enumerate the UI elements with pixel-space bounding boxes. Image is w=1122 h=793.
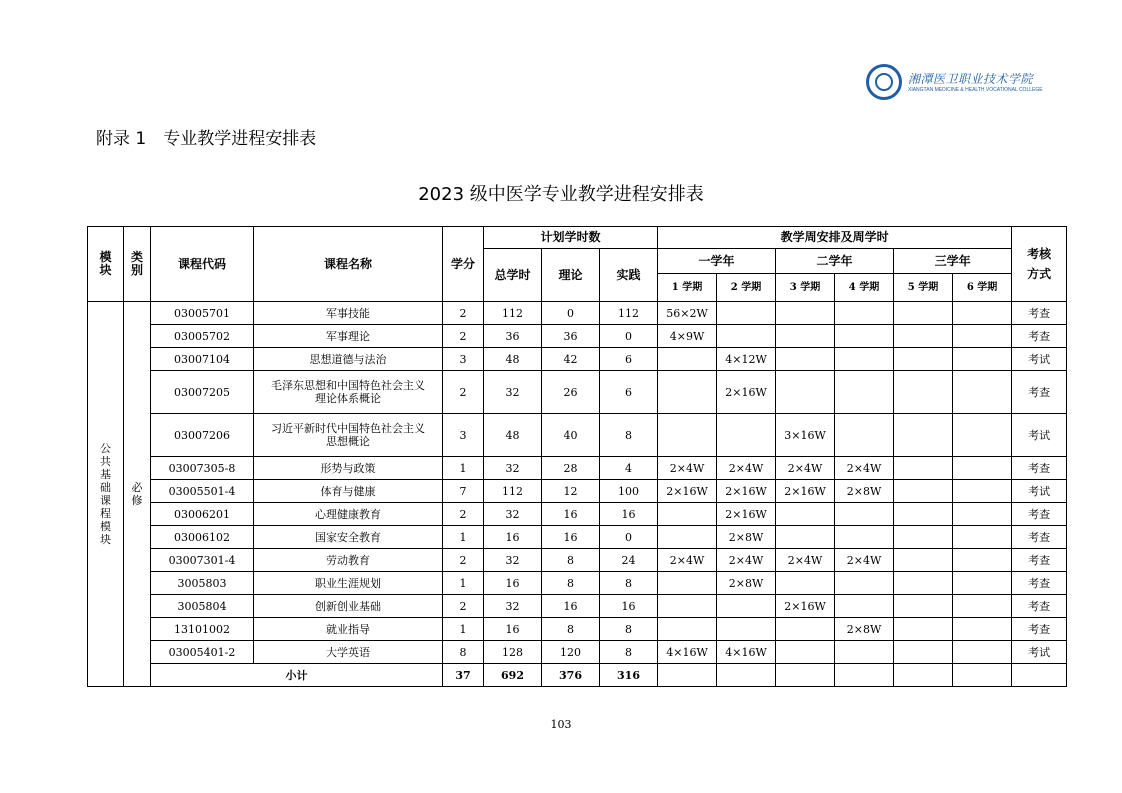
subtotal-credit: 37	[443, 664, 484, 687]
course-sem2	[717, 595, 776, 618]
header-sem3: 3 学期	[776, 274, 835, 302]
course-sem4	[835, 526, 894, 549]
course-sem6	[953, 526, 1012, 549]
course-sem1	[658, 572, 717, 595]
header-credit: 学分	[443, 227, 484, 302]
course-practice-hours: 16	[600, 503, 658, 526]
subtotal-empty-cell	[717, 664, 776, 687]
course-sem1: 4×9W	[658, 325, 717, 348]
course-sem1: 4×16W	[658, 641, 717, 664]
course-assessment: 考查	[1012, 526, 1067, 549]
table-row	[88, 595, 1067, 618]
course-sem1: 2×4W	[658, 549, 717, 572]
course-sem3: 2×16W	[776, 480, 835, 503]
course-assessment: 考试	[1012, 348, 1067, 371]
course-code: 3005803	[151, 572, 254, 595]
course-sem6	[953, 549, 1012, 572]
course-code: 03007305-8	[151, 457, 254, 480]
course-total-hours: 48	[484, 348, 542, 371]
header-sem1: 1 学期	[658, 274, 717, 302]
course-sem1: 2×4W	[658, 457, 717, 480]
course-code: 03005401-2	[151, 641, 254, 664]
course-sem1	[658, 526, 717, 549]
course-total-hours: 32	[484, 371, 542, 414]
course-sem6	[953, 371, 1012, 414]
course-theory-hours: 8	[542, 572, 600, 595]
course-sem1	[658, 371, 717, 414]
course-code: 03005701	[151, 302, 254, 325]
course-assessment: 考查	[1012, 572, 1067, 595]
course-sem2	[717, 325, 776, 348]
course-assessment: 考查	[1012, 595, 1067, 618]
course-code: 03007301-4	[151, 549, 254, 572]
course-sem1: 56×2W	[658, 302, 717, 325]
course-sem4	[835, 414, 894, 457]
course-name: 思想道德与法治	[254, 348, 443, 371]
table-row	[88, 371, 1067, 414]
course-theory-hours: 36	[542, 325, 600, 348]
header-total-hours: 总学时	[484, 249, 542, 302]
course-code: 03005501-4	[151, 480, 254, 503]
header-sem5: 5 学期	[894, 274, 953, 302]
course-sem2: 2×16W	[717, 503, 776, 526]
course-name: 习近平新时代中国特色社会主义 思想概论	[254, 414, 443, 457]
college-english-name: XIANGTAN MEDICINE & HEALTH VOCATIONAL COLLEGE	[908, 87, 1043, 93]
course-sem3	[776, 618, 835, 641]
table-row	[88, 457, 1067, 480]
course-sem1: 2×16W	[658, 480, 717, 503]
college-seal-icon	[866, 64, 902, 100]
course-sem6	[953, 618, 1012, 641]
course-sem4	[835, 503, 894, 526]
course-sem6	[953, 480, 1012, 503]
header-sem4: 4 学期	[835, 274, 894, 302]
course-code: 03007205	[151, 371, 254, 414]
course-code: 03007104	[151, 348, 254, 371]
course-sem2	[717, 302, 776, 325]
header-sem2: 2 学期	[717, 274, 776, 302]
course-assessment: 考查	[1012, 549, 1067, 572]
course-credit: 2	[443, 302, 484, 325]
course-sem2	[717, 618, 776, 641]
course-total-hours: 112	[484, 302, 542, 325]
table-row	[88, 480, 1067, 503]
course-credit: 2	[443, 549, 484, 572]
table-row	[88, 302, 1067, 325]
course-practice-hours: 100	[600, 480, 658, 503]
header-module: 模 块	[88, 227, 124, 302]
course-assessment: 考查	[1012, 371, 1067, 414]
course-total-hours: 16	[484, 618, 542, 641]
subtotal-label: 小计	[151, 664, 443, 687]
table-row	[88, 503, 1067, 526]
course-total-hours: 36	[484, 325, 542, 348]
course-sem3: 3×16W	[776, 414, 835, 457]
subtotal-empty-cell	[658, 664, 717, 687]
course-sem5	[894, 549, 953, 572]
course-total-hours: 32	[484, 549, 542, 572]
college-logo	[866, 64, 1043, 104]
course-sem5	[894, 325, 953, 348]
course-assessment: 考查	[1012, 503, 1067, 526]
course-sem1	[658, 348, 717, 371]
course-theory-hours: 0	[542, 302, 600, 325]
table-row	[88, 549, 1067, 572]
subtotal-empty-cell	[953, 664, 1012, 687]
course-sem1	[658, 503, 717, 526]
category-label: 必 修	[124, 302, 151, 687]
course-theory-hours: 42	[542, 348, 600, 371]
course-credit: 2	[443, 503, 484, 526]
course-name: 毛泽东思想和中国特色社会主义 理论体系概论	[254, 371, 443, 414]
course-sem4	[835, 572, 894, 595]
course-sem3	[776, 348, 835, 371]
header-practice: 实践	[600, 249, 658, 302]
subtotal-empty-cell	[776, 664, 835, 687]
header-course-code: 课程代码	[151, 227, 254, 302]
course-sem2: 4×16W	[717, 641, 776, 664]
table-row	[88, 414, 1067, 457]
course-total-hours: 32	[484, 457, 542, 480]
course-sem2: 2×8W	[717, 572, 776, 595]
course-sem3	[776, 572, 835, 595]
table-row	[88, 618, 1067, 641]
course-sem2: 2×4W	[717, 457, 776, 480]
course-sem4	[835, 302, 894, 325]
course-name: 心理健康教育	[254, 503, 443, 526]
course-sem6	[953, 641, 1012, 664]
course-credit: 1	[443, 526, 484, 549]
course-assessment: 考查	[1012, 302, 1067, 325]
course-total-hours: 48	[484, 414, 542, 457]
subtotal-theory-hours: 376	[542, 664, 600, 687]
course-theory-hours: 8	[542, 618, 600, 641]
course-practice-hours: 16	[600, 595, 658, 618]
course-credit: 2	[443, 371, 484, 414]
course-credit: 3	[443, 348, 484, 371]
appendix-heading: 附录 1 专业教学进程安排表	[96, 129, 317, 149]
course-theory-hours: 28	[542, 457, 600, 480]
course-sem5	[894, 348, 953, 371]
course-sem4: 2×8W	[835, 480, 894, 503]
course-practice-hours: 24	[600, 549, 658, 572]
course-sem4	[835, 325, 894, 348]
course-name: 大学英语	[254, 641, 443, 664]
course-theory-hours: 120	[542, 641, 600, 664]
course-assessment: 考试	[1012, 480, 1067, 503]
header-sem6: 6 学期	[953, 274, 1012, 302]
course-sem1	[658, 595, 717, 618]
course-code: 3005804	[151, 595, 254, 618]
course-practice-hours: 0	[600, 526, 658, 549]
course-sem5	[894, 526, 953, 549]
course-name: 形势与政策	[254, 457, 443, 480]
course-theory-hours: 12	[542, 480, 600, 503]
course-credit: 1	[443, 618, 484, 641]
header-year1: 一学年	[658, 249, 776, 274]
course-credit: 2	[443, 595, 484, 618]
header-assessment: 考核 方式	[1012, 227, 1067, 302]
course-sem6	[953, 595, 1012, 618]
course-sem3	[776, 641, 835, 664]
course-sem4	[835, 641, 894, 664]
subtotal-total-hours: 692	[484, 664, 542, 687]
course-code: 13101002	[151, 618, 254, 641]
course-sem3	[776, 503, 835, 526]
schedule-table	[87, 226, 1067, 687]
course-total-hours: 16	[484, 526, 542, 549]
course-name: 军事理论	[254, 325, 443, 348]
course-credit: 3	[443, 414, 484, 457]
course-credit: 1	[443, 572, 484, 595]
course-sem5	[894, 457, 953, 480]
course-practice-hours: 8	[600, 572, 658, 595]
course-practice-hours: 6	[600, 371, 658, 414]
course-total-hours: 128	[484, 641, 542, 664]
subtotal-row	[88, 664, 1067, 687]
course-name: 创新创业基础	[254, 595, 443, 618]
course-name: 国家安全教育	[254, 526, 443, 549]
course-sem6	[953, 348, 1012, 371]
course-sem5	[894, 503, 953, 526]
course-sem3	[776, 302, 835, 325]
course-theory-hours: 8	[542, 549, 600, 572]
course-sem2	[717, 414, 776, 457]
header-course-name: 课程名称	[254, 227, 443, 302]
table-row	[88, 325, 1067, 348]
course-theory-hours: 40	[542, 414, 600, 457]
course-practice-hours: 8	[600, 414, 658, 457]
course-total-hours: 32	[484, 503, 542, 526]
table-row	[88, 348, 1067, 371]
header-category: 类 别	[124, 227, 151, 302]
table-row	[88, 641, 1067, 664]
course-assessment: 考查	[1012, 618, 1067, 641]
course-sem4	[835, 348, 894, 371]
course-sem4: 2×8W	[835, 618, 894, 641]
subtotal-empty-cell	[894, 664, 953, 687]
course-sem4	[835, 595, 894, 618]
course-sem3: 2×4W	[776, 457, 835, 480]
course-assessment: 考试	[1012, 414, 1067, 457]
course-theory-hours: 16	[542, 503, 600, 526]
course-practice-hours: 8	[600, 641, 658, 664]
subtotal-practice-hours: 316	[600, 664, 658, 687]
course-sem4: 2×4W	[835, 457, 894, 480]
course-sem6	[953, 325, 1012, 348]
header-theory: 理论	[542, 249, 600, 302]
course-practice-hours: 112	[600, 302, 658, 325]
course-theory-hours: 16	[542, 595, 600, 618]
course-sem1	[658, 618, 717, 641]
course-sem5	[894, 302, 953, 325]
course-sem5	[894, 572, 953, 595]
course-name: 劳动教育	[254, 549, 443, 572]
subtotal-empty-cell	[1012, 664, 1067, 687]
course-practice-hours: 0	[600, 325, 658, 348]
course-sem4: 2×4W	[835, 549, 894, 572]
course-sem1	[658, 414, 717, 457]
course-credit: 1	[443, 457, 484, 480]
module-label: 公 共 基 础 课 程 模 块	[88, 302, 124, 687]
course-sem5	[894, 371, 953, 414]
table-row	[88, 572, 1067, 595]
course-sem2: 2×16W	[717, 371, 776, 414]
course-sem2: 2×16W	[717, 480, 776, 503]
course-sem3	[776, 526, 835, 549]
course-sem5	[894, 480, 953, 503]
course-credit: 7	[443, 480, 484, 503]
course-sem6	[953, 302, 1012, 325]
course-name: 职业生涯规划	[254, 572, 443, 595]
subtotal-empty-cell	[835, 664, 894, 687]
college-name: 湘潭医卫职业技术学院	[908, 72, 1034, 86]
course-sem5	[894, 641, 953, 664]
header-year2: 二学年	[776, 249, 894, 274]
course-practice-hours: 6	[600, 348, 658, 371]
table-title: 2023 级中医学专业教学进程安排表	[418, 184, 704, 205]
course-sem3: 2×4W	[776, 549, 835, 572]
course-sem5	[894, 414, 953, 457]
course-sem6	[953, 572, 1012, 595]
course-sem6	[953, 503, 1012, 526]
course-sem5	[894, 595, 953, 618]
course-sem4	[835, 371, 894, 414]
course-total-hours: 16	[484, 572, 542, 595]
course-sem3: 2×16W	[776, 595, 835, 618]
course-practice-hours: 8	[600, 618, 658, 641]
course-assessment: 考查	[1012, 457, 1067, 480]
course-name: 体育与健康	[254, 480, 443, 503]
course-sem6	[953, 457, 1012, 480]
course-code: 03006102	[151, 526, 254, 549]
header-year3: 三学年	[894, 249, 1012, 274]
course-sem3	[776, 325, 835, 348]
course-name: 军事技能	[254, 302, 443, 325]
course-credit: 8	[443, 641, 484, 664]
course-sem2: 4×12W	[717, 348, 776, 371]
course-code: 03007206	[151, 414, 254, 457]
course-code: 03006201	[151, 503, 254, 526]
course-sem5	[894, 618, 953, 641]
header-weekly-schedule: 教学周安排及周学时	[658, 227, 1012, 249]
course-code: 03005702	[151, 325, 254, 348]
header-plan-hours: 计划学时数	[484, 227, 658, 249]
course-total-hours: 112	[484, 480, 542, 503]
course-sem2: 2×8W	[717, 526, 776, 549]
course-sem6	[953, 414, 1012, 457]
course-practice-hours: 4	[600, 457, 658, 480]
course-theory-hours: 26	[542, 371, 600, 414]
course-credit: 2	[443, 325, 484, 348]
table-row	[88, 526, 1067, 549]
course-name: 就业指导	[254, 618, 443, 641]
course-assessment: 考查	[1012, 325, 1067, 348]
course-sem3	[776, 371, 835, 414]
course-sem2: 2×4W	[717, 549, 776, 572]
course-total-hours: 32	[484, 595, 542, 618]
page-number: 103	[550, 718, 572, 731]
course-theory-hours: 16	[542, 526, 600, 549]
course-assessment: 考试	[1012, 641, 1067, 664]
